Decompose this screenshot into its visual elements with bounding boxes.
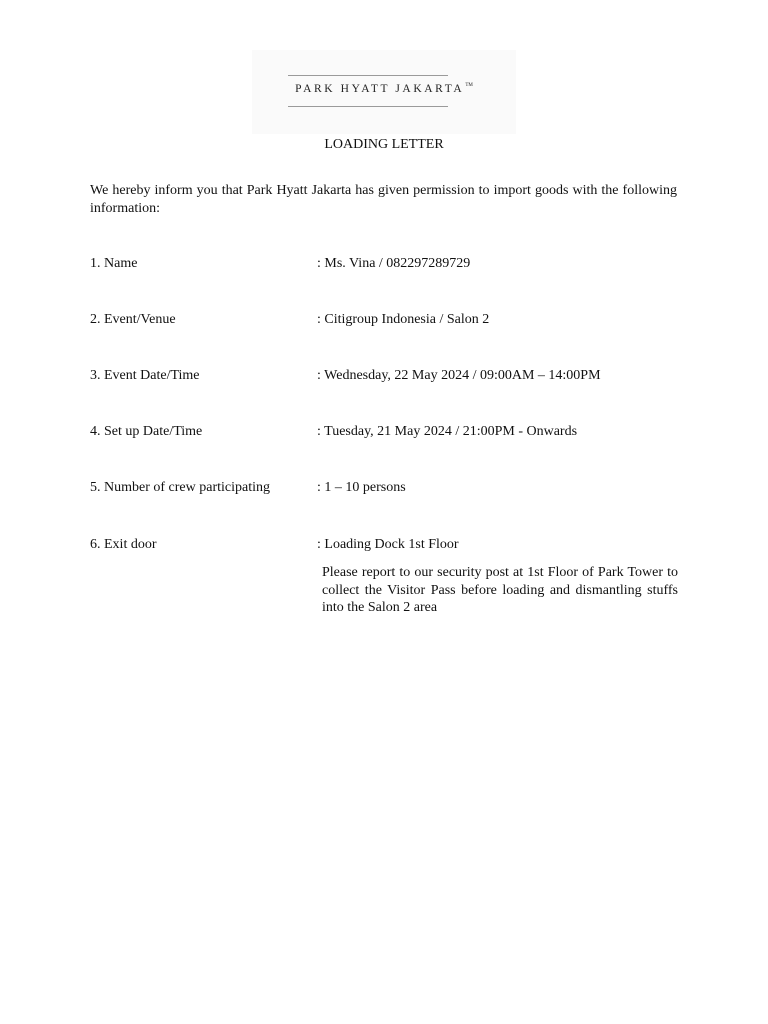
field-row-crew-count (90, 480, 680, 498)
field-value: : Tuesday, 21 May 2024 / 21:00PM - Onwards (317, 424, 578, 439)
field-label: 4. Set up Date/Time (90, 424, 203, 439)
field-value: : 1 – 10 persons (317, 480, 406, 495)
field-row-name (90, 256, 680, 274)
field-row-setup-date-time (90, 424, 680, 442)
logo-trademark: TM (465, 83, 473, 88)
field-value: : Wednesday, 22 May 2024 / 09:00AM – 14:00PM (317, 368, 601, 383)
field-label: 2. Event/Venue (90, 312, 176, 327)
field-label: 1. Name (90, 256, 138, 271)
field-label: 6. Exit door (90, 537, 157, 552)
field-row-exit-door (90, 537, 680, 555)
field-label: 5. Number of crew participating (90, 480, 270, 495)
field-row-event-date-time (90, 368, 680, 386)
field-value: : Loading Dock 1st Floor (317, 537, 459, 552)
logo-top-rule (288, 75, 448, 76)
park-hyatt-logo (252, 50, 516, 134)
intro-paragraph: We hereby inform you that Park Hyatt Jakarta has given permission to import goods with the following information: (90, 183, 677, 216)
field-row-event-venue (90, 312, 680, 330)
field-value: : Citigroup Indonesia / Salon 2 (317, 312, 490, 327)
logo-text: PARK HYATT JAKARTA (295, 83, 465, 95)
logo-wordmark (252, 83, 516, 95)
document-title: LOADING LETTER (324, 137, 444, 152)
field-label: 3. Event Date/Time (90, 368, 200, 383)
field-value: : Ms. Vina / 082297289729 (317, 256, 471, 271)
security-note: Please report to our security post at 1st Floor of Park Tower to collect the Visitor Pass before loading and dismantling stuffs into the Salon 2 area (322, 565, 678, 615)
logo-bottom-rule (288, 106, 448, 107)
